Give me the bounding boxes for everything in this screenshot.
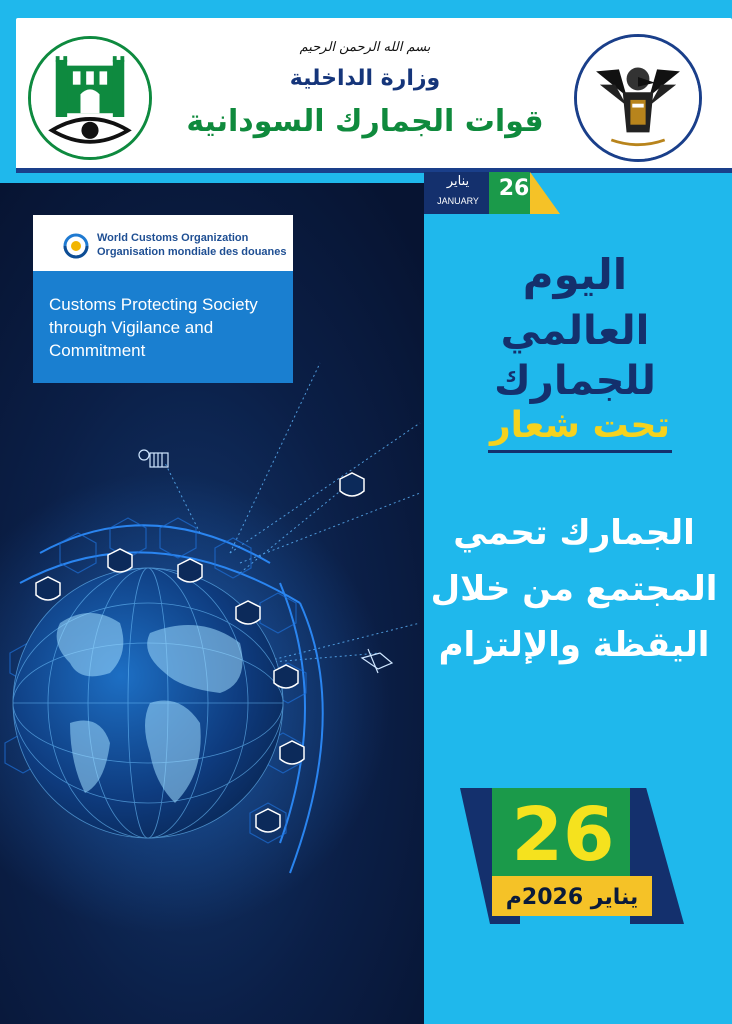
date-month-year: يناير 2026م	[505, 885, 639, 910]
badge-month-ar: يناير	[446, 174, 470, 189]
title-line-2: العالمي للجمارك	[494, 308, 656, 404]
date-badge	[424, 172, 558, 214]
motto-label: تحت شعار	[489, 405, 671, 446]
theme-ar-line-2: المجتمع من خلال	[430, 569, 718, 609]
header	[0, 0, 732, 185]
motto-underline	[488, 450, 672, 453]
wco-card	[33, 215, 293, 383]
theme-ar-line-1: الجمارك تحمي	[453, 513, 695, 553]
theme-ar	[428, 505, 720, 673]
date-day: 26	[511, 792, 615, 878]
badge-yellow-corner	[530, 172, 560, 214]
badge-day: 26	[498, 176, 530, 201]
wco-name-fr: Organisation mondiale des douanes	[97, 246, 287, 258]
badge-month-en: JANUARY	[437, 196, 479, 206]
basmala: بسم الله الرحمن الرحيم	[299, 40, 431, 55]
globe-visual-panel	[0, 183, 424, 1024]
sudan-eagle-emblem-icon	[574, 34, 702, 162]
wco-logo-icon	[63, 233, 89, 259]
title-line-1: اليوم	[522, 250, 628, 299]
force-name: قوات الجمارك السودانية	[186, 104, 544, 139]
wco-header	[33, 215, 293, 271]
customs-fort-emblem-icon	[28, 36, 152, 160]
header-divider	[16, 168, 732, 173]
wco-name-en: World Customs Organization	[97, 232, 249, 244]
theme-ar-line-3: اليقظة والإلتزام	[438, 625, 710, 665]
ministry-name: وزارة الداخلية	[289, 66, 441, 91]
wco-theme-en: Customs Protecting Society through Vigilance and Commitment	[49, 295, 258, 360]
